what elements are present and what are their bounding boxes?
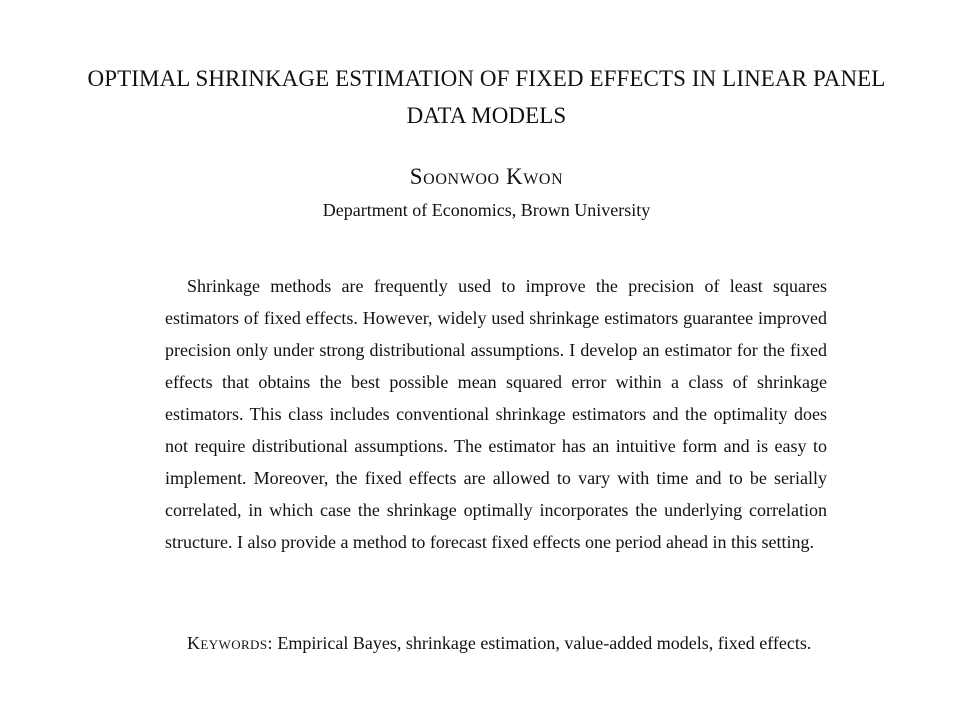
paper-title xyxy=(40,60,933,134)
keywords-text: Empirical Bayes, shrinkage estimation, value-added models, fixed effects. xyxy=(277,633,812,653)
keywords-paragraph xyxy=(165,628,827,659)
author-name: Soonwoo Kwon xyxy=(409,164,564,189)
keywords-label: Keywords: xyxy=(187,633,273,653)
title-line-2: DATA MODELS xyxy=(406,103,567,128)
title-line-1: OPTIMAL SHRINKAGE ESTIMATION OF FIXED EFFECTS IN LINEAR PANEL xyxy=(87,66,886,91)
author-affiliation: Department of Economics, Brown University xyxy=(322,200,651,220)
abstract-paragraph: Shrinkage methods are frequently used to improve the precision of least squares estimators of fixed effects. However, widely used shrinkage estimators guarantee improved precision only under strong distributional assumptions. I develop an estimator for the fixed effects that obtains the best possible mean squared error within a class of shrinkage estimators. This class includes conventional shrinkage estimators and the optimality does not require distributional assumptions. The estimator has an intuitive form and is easy to implement. Moreover, the fixed effects are allowed to vary with time and to be serially correlated, in which case the shrinkage optimally incorporates the underlying correlation structure. I also provide a method to forecast fixed effects one period ahead in this setting. xyxy=(165,276,827,552)
